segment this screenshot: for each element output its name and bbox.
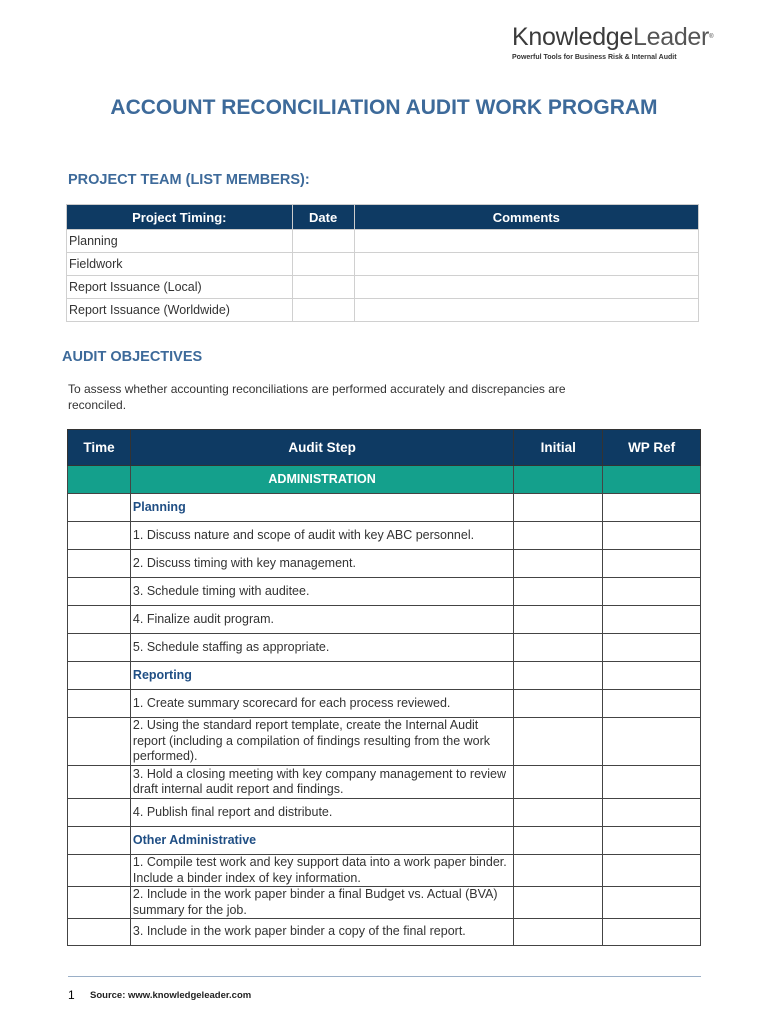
footer-divider	[68, 976, 701, 977]
project-timing-table	[66, 204, 699, 322]
date-cell[interactable]	[292, 276, 354, 299]
wp-ref-cell	[603, 466, 701, 494]
col-audit-step: Audit Step	[130, 430, 513, 466]
time-cell[interactable]	[68, 550, 131, 578]
audit-step-table	[67, 429, 701, 946]
initial-cell[interactable]	[514, 522, 603, 550]
initial-cell[interactable]	[514, 634, 603, 662]
time-cell	[68, 466, 131, 494]
time-cell[interactable]	[68, 494, 131, 522]
audit-step: 2. Include in the work paper binder a final Budget vs. Actual (BVA) summary for the job.	[130, 887, 513, 919]
project-team-heading: PROJECT TEAM (LIST MEMBERS):	[68, 172, 310, 188]
initial-cell[interactable]	[514, 550, 603, 578]
audit-step: 1. Compile test work and key support data into a work paper binder. Include a binder index of key information.	[130, 855, 513, 887]
initial-cell[interactable]	[514, 494, 603, 522]
subsection-row	[68, 827, 701, 855]
date-cell[interactable]	[292, 230, 354, 253]
table-row	[68, 634, 701, 662]
table-row	[68, 690, 701, 718]
wp-ref-cell[interactable]	[603, 494, 701, 522]
wp-ref-cell[interactable]	[603, 799, 701, 827]
page-title: ACCOUNT RECONCILIATION AUDIT WORK PROGRAM	[110, 96, 658, 119]
timing-label: Report Issuance (Local)	[67, 276, 293, 299]
time-cell[interactable]	[68, 718, 131, 766]
time-cell[interactable]	[68, 919, 131, 946]
logo-wordmark	[512, 22, 712, 52]
table-row	[68, 799, 701, 827]
audit-step: 1. Create summary scorecard for each process reviewed.	[130, 690, 513, 718]
table-row	[68, 578, 701, 606]
time-cell[interactable]	[68, 766, 131, 799]
wp-ref-cell[interactable]	[603, 718, 701, 766]
wp-ref-cell[interactable]	[603, 827, 701, 855]
subsection-row	[68, 662, 701, 690]
wp-ref-cell[interactable]	[603, 766, 701, 799]
time-cell[interactable]	[68, 662, 131, 690]
timing-label: Planning	[67, 230, 293, 253]
col-date: Date	[292, 205, 354, 230]
source-link[interactable]: Source: www.knowledgeleader.com	[90, 990, 252, 1001]
timing-label: Report Issuance (Worldwide)	[67, 299, 293, 322]
subsection-label: Reporting	[130, 662, 513, 690]
wp-ref-cell[interactable]	[603, 690, 701, 718]
initial-cell[interactable]	[514, 766, 603, 799]
audit-table-header	[68, 430, 701, 466]
section-label: ADMINISTRATION	[130, 466, 513, 494]
initial-cell[interactable]	[514, 690, 603, 718]
audit-step: 1. Discuss nature and scope of audit with key ABC personnel.	[130, 522, 513, 550]
initial-cell[interactable]	[514, 662, 603, 690]
wp-ref-cell[interactable]	[603, 522, 701, 550]
col-initial: Initial	[514, 430, 603, 466]
time-cell[interactable]	[68, 522, 131, 550]
table-row	[68, 887, 701, 919]
table-row	[67, 253, 699, 276]
time-cell[interactable]	[68, 578, 131, 606]
table-row	[68, 606, 701, 634]
table-row	[68, 919, 701, 946]
table-row	[68, 550, 701, 578]
subsection-label: Other Administrative	[130, 827, 513, 855]
initial-cell[interactable]	[514, 919, 603, 946]
table-row	[67, 299, 699, 322]
subsection-row	[68, 494, 701, 522]
audit-step: 3. Schedule timing with auditee.	[130, 578, 513, 606]
date-cell[interactable]	[292, 253, 354, 276]
initial-cell[interactable]	[514, 855, 603, 887]
wp-ref-cell[interactable]	[603, 887, 701, 919]
wp-ref-cell[interactable]	[603, 919, 701, 946]
logo-registered-mark: ®	[709, 34, 714, 40]
time-cell[interactable]	[68, 606, 131, 634]
subsection-label: Planning	[130, 494, 513, 522]
wp-ref-cell[interactable]	[603, 634, 701, 662]
wp-ref-cell[interactable]	[603, 662, 701, 690]
table-row	[67, 230, 699, 253]
logo-brand-knowledge: Knowledge	[512, 23, 634, 51]
page-number: 1	[68, 988, 75, 1002]
audit-step: 3. Include in the work paper binder a copy of the final report.	[130, 919, 513, 946]
time-cell[interactable]	[68, 690, 131, 718]
audit-step: 3. Hold a closing meeting with key company management to review draft internal audit report and findings.	[130, 766, 513, 799]
col-wp-ref: WP Ref	[603, 430, 701, 466]
audit-step: 5. Schedule staffing as appropriate.	[130, 634, 513, 662]
audit-objective-text: To assess whether accounting reconciliations are performed accurately and discrepancies are reconciled.	[68, 382, 566, 412]
audit-step: 2. Discuss timing with key management.	[130, 550, 513, 578]
audit-objectives-heading: AUDIT OBJECTIVES	[62, 349, 203, 365]
comments-cell[interactable]	[354, 230, 698, 253]
wp-ref-cell[interactable]	[603, 550, 701, 578]
table-row	[68, 522, 701, 550]
table-row	[67, 276, 699, 299]
comments-cell[interactable]	[354, 299, 698, 322]
logo-brand-leader: Leader	[633, 23, 710, 51]
knowledgeleader-logo	[512, 22, 712, 61]
logo-tagline: Powerful Tools for Business Risk & Internal Audit	[512, 54, 677, 61]
table-row	[68, 718, 701, 766]
table-row	[68, 766, 701, 799]
initial-cell[interactable]	[514, 887, 603, 919]
audit-step: 4. Publish final report and distribute.	[130, 799, 513, 827]
initial-cell[interactable]	[514, 718, 603, 766]
date-cell[interactable]	[292, 299, 354, 322]
wp-ref-cell[interactable]	[603, 606, 701, 634]
audit-step: 4. Finalize audit program.	[130, 606, 513, 634]
time-cell[interactable]	[68, 634, 131, 662]
timing-label: Fieldwork	[67, 253, 293, 276]
col-project-timing: Project Timing:	[67, 205, 293, 230]
wp-ref-cell[interactable]	[603, 855, 701, 887]
col-time: Time	[68, 430, 131, 466]
audit-step: 2. Using the standard report template, create the Internal Audit report (including a compilation of findings resulting from the work performed).	[130, 718, 513, 766]
initial-cell[interactable]	[514, 827, 603, 855]
section-row-administration	[68, 466, 701, 494]
comments-cell[interactable]	[354, 253, 698, 276]
project-timing-header	[67, 205, 699, 230]
initial-cell[interactable]	[514, 578, 603, 606]
time-cell[interactable]	[68, 887, 131, 919]
initial-cell[interactable]	[514, 799, 603, 827]
table-row	[68, 855, 701, 887]
col-comments: Comments	[354, 205, 698, 230]
initial-cell	[514, 466, 603, 494]
time-cell[interactable]	[68, 827, 131, 855]
time-cell[interactable]	[68, 855, 131, 887]
initial-cell[interactable]	[514, 606, 603, 634]
wp-ref-cell[interactable]	[603, 578, 701, 606]
comments-cell[interactable]	[354, 276, 698, 299]
time-cell[interactable]	[68, 799, 131, 827]
